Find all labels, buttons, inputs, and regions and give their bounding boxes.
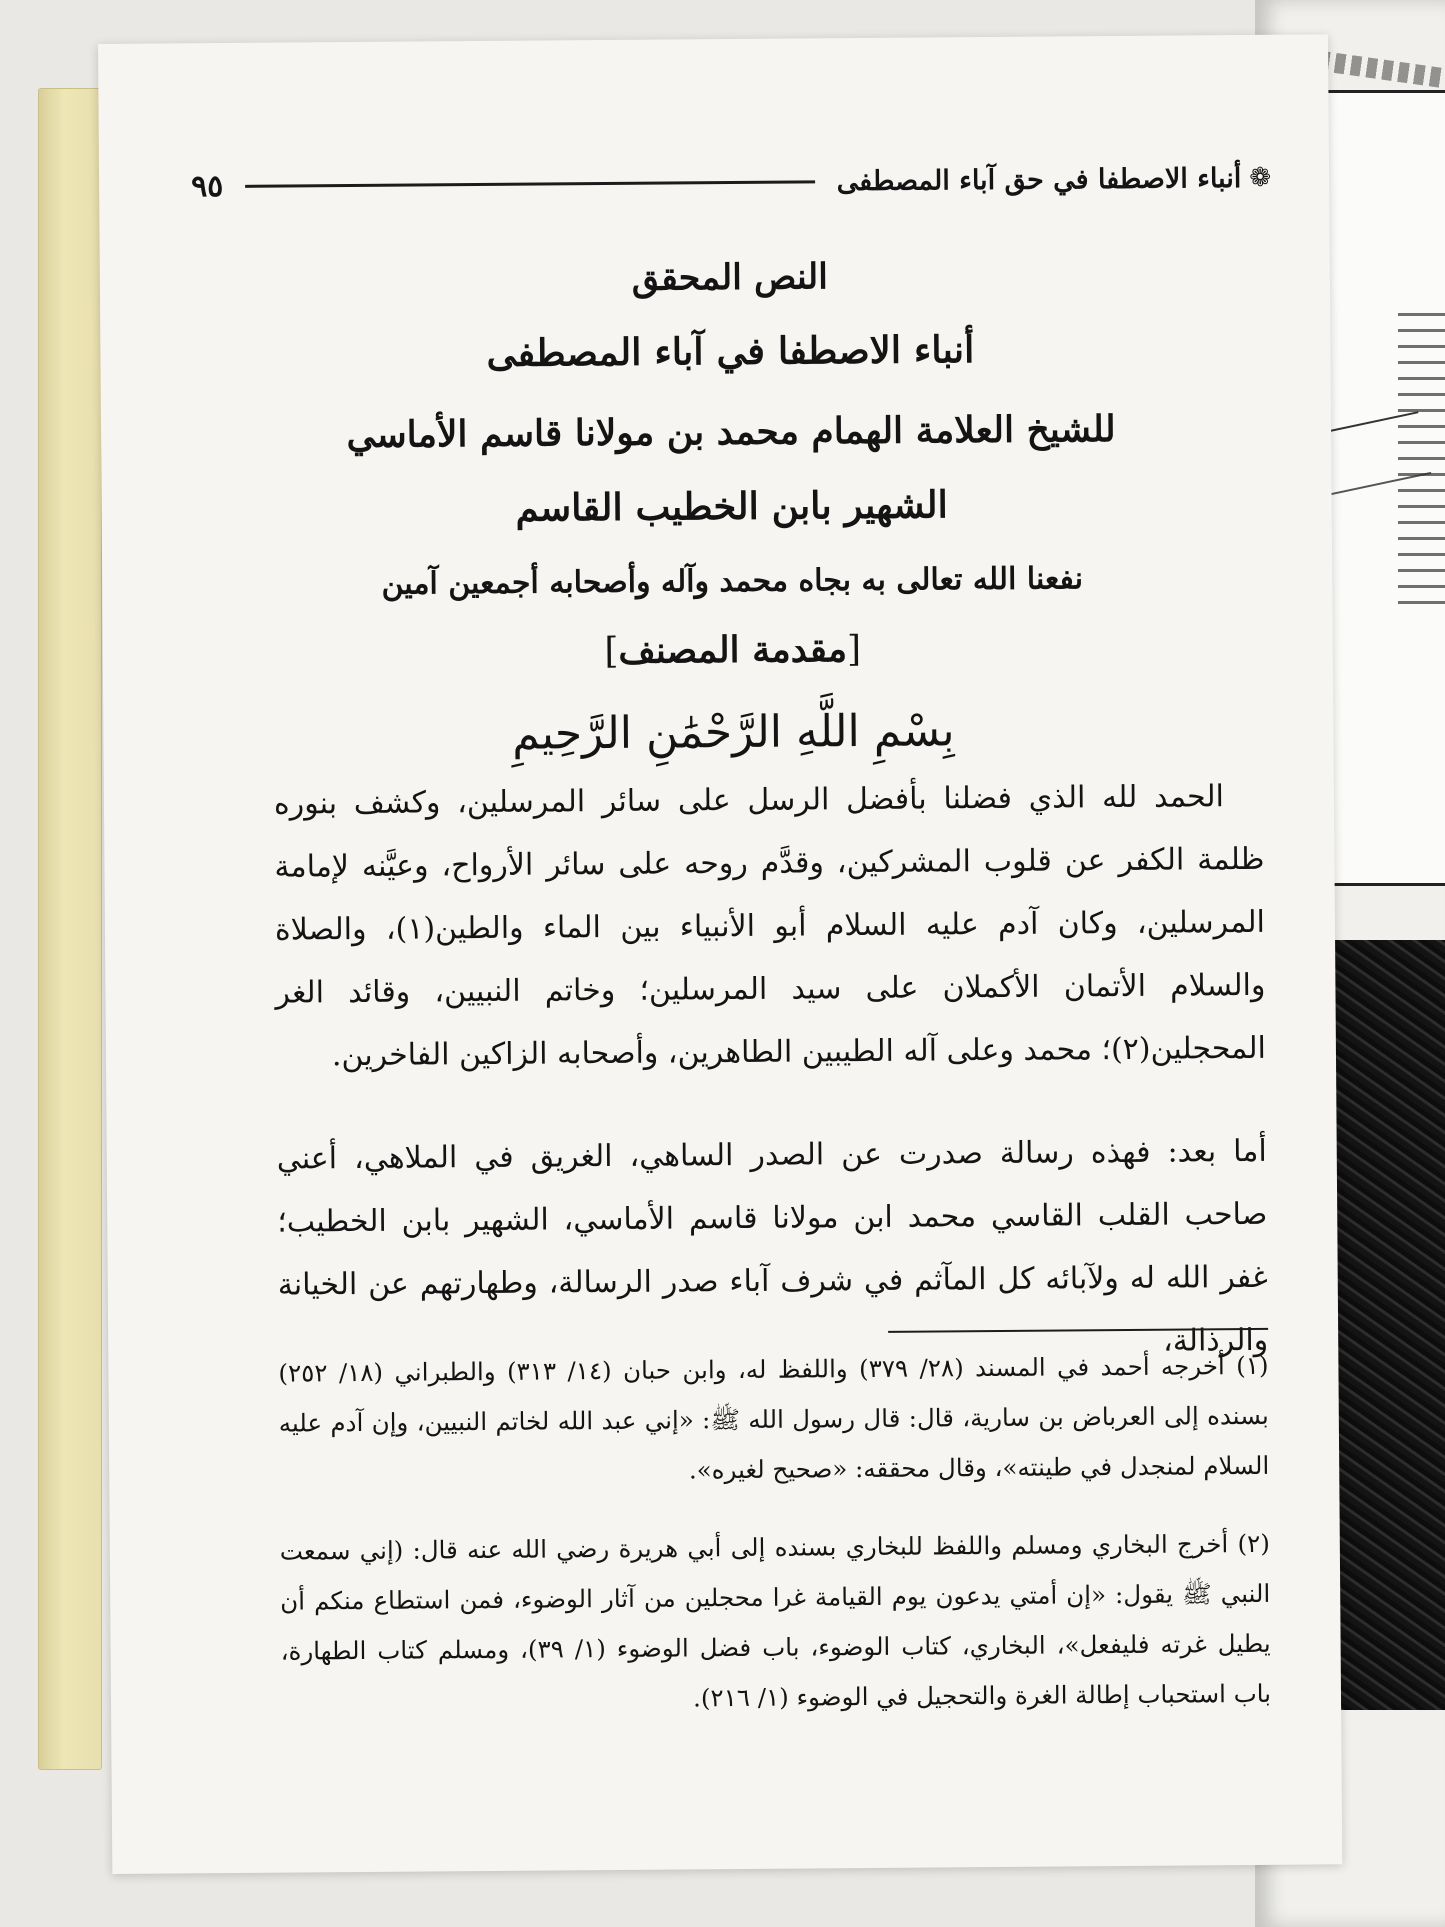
footnote-1-text: أخرجه أحمد في المسند (٢٨/ ٣٧٩) واللفظ له، وابن حبان (١٤/ ٣١٣) والطبراني (١٨/ ٢٥٢) بسنده إلى العرباض بن سارية، قال: قال رسول الله ﷺ: «إني عبد الله لخاتم النبيين، وإن آدم عليه السلام لمنجدل في طينته»، وقال محققه: «صحيح لغيره».	[278, 1351, 1270, 1485]
footnote-2-text: أخرج البخاري ومسلم واللفظ للبخاري بسنده إلى أبي هريرة رضي الله عنه قال: (إني سمعت النبي ﷺ يقول: «إن أمتي يدعون يوم القيامة غرا محجلين من آثار الوضوء، فمن استطاع منكم أن يطيل غرته فليفعل»، البخاري، كتاب الوضوء، باب فضل الوضوء (١/ ٣٩)، ومسلم كتاب الطهارة، باب استحباب إطالة الغرة والتحجيل في الوضوء (١/ ٢١٦).	[279, 1529, 1272, 1713]
intro-heading	[233, 625, 1233, 675]
footnote-2-number: (٢)	[1237, 1528, 1270, 1559]
book-title: أنباء الاصطفا في آباء المصطفى	[486, 327, 975, 375]
bracket-open: [	[846, 629, 862, 671]
intro-heading-text: مقدمة المصنف	[618, 628, 848, 672]
running-title: أنباء الاصطفا في حق آباء المصطفى	[836, 162, 1242, 197]
ornament-icon: ❁	[1249, 162, 1272, 193]
basmala: بِسْمِ اللَّهِ الرَّحْمَٰنِ الرَّحِيمِ	[512, 705, 955, 760]
book-page	[98, 34, 1342, 1874]
page-content	[98, 34, 1342, 1874]
footnote-2	[280, 1519, 1272, 1727]
body-paragraph-2: أما بعد: فهذه رسالة صدرت عن الصدر الساهي، الغريق في الملاهي، أعني صاحب القلب القاسي محمد ابن مولانا قاسم الأماسي، الشهير بابن الخطيب؛ غفر الله له ولآبائه كل المآثم في شرف آباء صدر الرسالة، وطهارتهم عن الخيانة والرذالة،	[276, 1133, 1269, 1359]
footnote-1-number: (١)	[1236, 1350, 1269, 1381]
running-header	[191, 153, 1271, 211]
book-page-edges	[38, 88, 102, 1770]
prayer-line: نفعنا الله تعالى به بجاه محمد وآله وأصحابه أجمعين آمين	[381, 561, 1084, 602]
section-heading: النص المحقق	[631, 256, 829, 299]
author-known-as: الشهير بابن الخطيب القاسم	[515, 482, 948, 530]
author-line: للشيخ العلامة الهمام محمد بن مولانا قاسم الأماسي	[346, 408, 1116, 457]
footnote-1	[278, 1341, 1269, 1499]
body-paragraph-1: الحمد لله الذي فضلنا بأفضل الرسل على سائر المرسلين، وكشف بنوره ظلمة الكفر عن قلوب المشركين، وقدَّم روحه على سائر الأرواح، وعيَّنه لإمامة المرسلين، وكان آدم عليه السلام أبو الأنبياء بين الماء والطين(١)، والصلاة والسلام الأتمان الأكملان على سيد المرسلين؛ وخاتم النبيين، وقائد الغر المحجلين(٢)؛ محمد وعلى آله الطيبين الطاهرين، وأصحابه الزاكين الفاخرين.	[273, 779, 1267, 1074]
manuscript-lines	[1398, 313, 1445, 613]
header-rule	[245, 180, 814, 187]
page-number: ٩٥	[190, 168, 224, 204]
bracket-close: ]	[604, 630, 619, 673]
